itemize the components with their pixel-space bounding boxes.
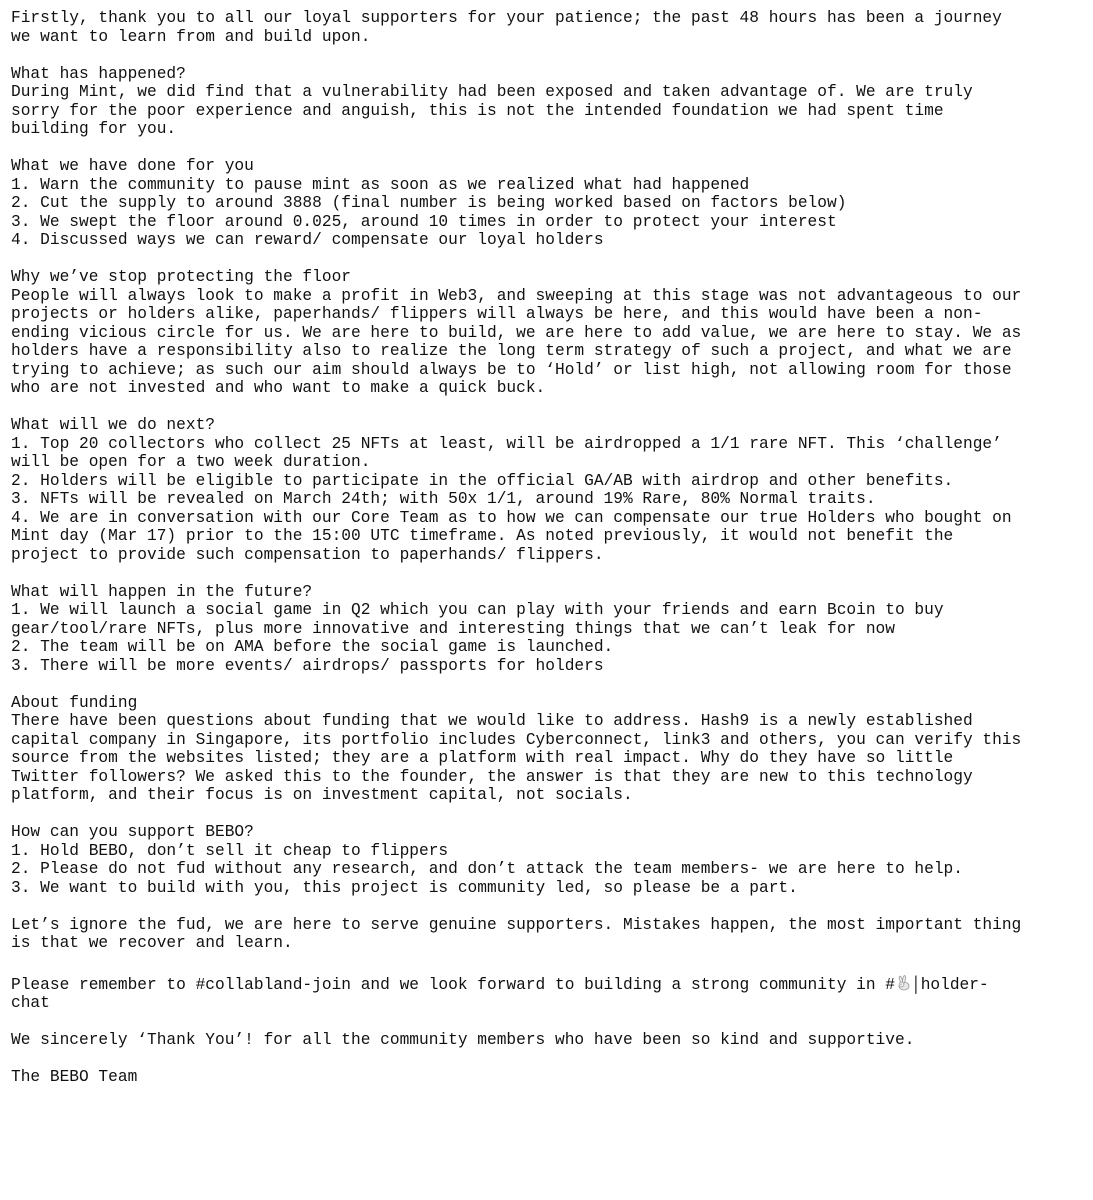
section-heading: What we have done for you [11, 157, 254, 175]
paragraph-line: holders have a responsibility also to realize the long term strategy of such a project, and what we are [11, 342, 1012, 360]
paragraph-line: trying to achieve; as such our aim should always be to ‘Hold’ or list high, not allowing room for those [11, 360, 1012, 379]
paragraph-line: projects or holders alike, paperhands/ flippers will always be here, and this would have been a non- [11, 305, 983, 323]
intro-line: Firstly, thank you to all our loyal supporters for your patience; the past 48 hours has been a journey [11, 9, 1002, 27]
list-item: 2. Please do not fud without any research, and don’t attack the team members- we are here to help. [11, 860, 963, 878]
intro-paragraph [11, 9, 1087, 46]
remember-continuation: chat [11, 994, 50, 1012]
what-happened-section [11, 65, 1087, 139]
rabbit-icon [895, 975, 911, 991]
paragraph-line: People will always look to make a profit in Web3, and sweeping at this stage was not advantageous to our [11, 286, 1022, 305]
list-item: Mint day (Mar 17) prior to the 15:00 UTC timeframe. As noted previously, it would not benefit the [11, 527, 954, 545]
list-item: 3. There will be more events/ airdrops/ passports for holders [11, 656, 604, 675]
list-item: project to provide such compensation to paperhands/ flippers. [11, 545, 604, 564]
what-we-have-done-section [11, 157, 1087, 250]
remember-text: Please remember to #collabland-join and we look forward to building a strong community in # [11, 975, 895, 994]
intro-line: we want to learn from and build upon. [11, 27, 371, 46]
list-item: 3. We want to build with you, this project is community led, so please be a part. [11, 878, 798, 897]
paragraph-line: sorry for the poor experience and anguish, this is not the intended foundation we had spent time [11, 101, 944, 120]
funding-section [11, 694, 1087, 805]
paragraph-line: Let’s ignore the fud, we are here to serve genuine supporters. Mistakes happen, the most important thing [11, 915, 1022, 934]
list-item: 3. NFTs will be revealed on March 24th; with 50x 1/1, around 19% Rare, 80% Normal traits. [11, 490, 876, 508]
what-next-section [11, 416, 1087, 564]
list-item: will be open for a two week duration. [11, 453, 371, 471]
signature-paragraph [11, 1068, 1087, 1087]
paragraph-line: platform, and their focus is on investment capital, not socials. [11, 786, 633, 804]
paragraph-line: During Mint, we did find that a vulnerability had been exposed and taken advantage of. We are truly [11, 83, 973, 101]
paragraph-line: There have been questions about funding that we would like to address. Hash9 is a newly established [11, 712, 973, 730]
announcement-document [11, 9, 1087, 1105]
paragraph-line: ending vicious circle for us. We are here to build, we are here to add value, we are here to stay. We as [11, 323, 1022, 342]
list-item: 4. We are in conversation with our Core Team as to how we can compensate our true Holders who bought on [11, 508, 1012, 527]
paragraph-line: source from the websites listed; they are a platform with real impact. Why do they have so little [11, 749, 954, 767]
remember-line [11, 975, 1087, 995]
list-item: 1. We will launch a social game in Q2 which you can play with your friends and earn Bcoin to buy [11, 601, 944, 619]
paragraph-line: capital company in Singapore, its portfolio includes Cyberconnect, link3 and others, you can verify this [11, 730, 1022, 749]
section-heading: What will happen in the future? [11, 582, 313, 601]
paragraph-line: building for you. [11, 120, 177, 138]
future-section [11, 583, 1087, 676]
list-item: gear/tool/rare NFTs, plus more innovative and interesting things that we can’t leak for now [11, 619, 895, 638]
channel-name: │holder- [910, 975, 989, 994]
list-item: 1. Warn the community to pause mint as soon as we realized what had happened [11, 175, 750, 194]
paragraph-line: who are not invested and who want to make a quick buck. [11, 379, 546, 397]
thanks-paragraph [11, 1031, 1087, 1050]
paragraph-line: is that we recover and learn. [11, 934, 293, 952]
thanks-line: We sincerely ‘Thank You’! for all the community members who have been so kind and supportive. [11, 1031, 915, 1049]
list-item: 1. Top 20 collectors who collect 25 NFTs at least, will be airdropped a 1/1 rare NFT. This ‘challenge’ [11, 434, 1002, 453]
section-heading: About funding [11, 693, 138, 712]
remember-paragraph [11, 975, 1087, 1013]
section-heading: What has happened? [11, 64, 186, 83]
list-item: 1. Hold BEBO, don’t sell it cheap to flippers [11, 841, 449, 860]
why-stop-section [11, 268, 1087, 398]
signature: The BEBO Team [11, 1068, 138, 1086]
list-item: 2. Holders will be eligible to participate in the official GA/AB with airdrop and other benefits. [11, 471, 954, 490]
section-heading: Why we’ve stop protecting the floor [11, 268, 351, 286]
list-item: 2. The team will be on AMA before the social game is launched. [11, 638, 614, 656]
section-heading: What will we do next? [11, 416, 215, 434]
list-item: 3. We swept the floor around 0.025, around 10 times in order to protect your interest [11, 212, 837, 231]
ignore-fud-paragraph [11, 916, 1087, 953]
section-heading: How can you support BEBO? [11, 823, 254, 841]
list-item: 4. Discussed ways we can reward/ compensate our loyal holders [11, 231, 604, 249]
paragraph-line: Twitter followers? We asked this to the founder, the answer is that they are new to this technology [11, 767, 973, 786]
list-item: 2. Cut the supply to around 3888 (final number is being worked based on factors below) [11, 194, 847, 212]
support-section [11, 823, 1087, 897]
